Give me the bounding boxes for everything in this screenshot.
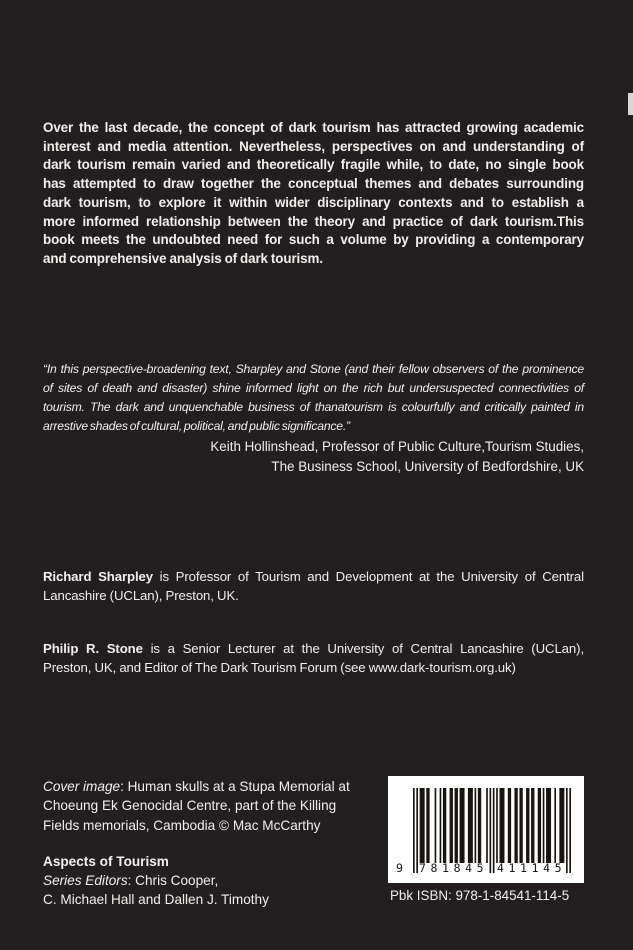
series-editors-names: : Chris Cooper, — [127, 873, 219, 888]
bio-line: Preston, UK, and Editor of The Dark Tourism Forum (see www.dark-tourism.org.uk) — [43, 660, 516, 675]
series-editors-label: Series Editors — [43, 873, 128, 888]
text-line: of sites of death and disaster) shine informed light on the rich but undersuspected connectivities of — [43, 381, 584, 395]
text-line: Keith Hollinshead, Professor of Public Culture,Tourism Studies, — [210, 439, 584, 454]
cover-credit-label: Cover image — [43, 779, 121, 794]
bio-text: is a Senior Lecturer at the University of Central Lancashire (UCLan), — [142, 641, 585, 656]
barcode-digit-lead: 9 — [396, 861, 403, 875]
credit-line: Fields memorials, Cambodia © Mac McCarthy — [43, 817, 321, 833]
bio-line: Lancashire (UCLan), Preston, UK. — [43, 588, 239, 603]
author-name: Richard Sharpley — [43, 569, 153, 584]
text-line: dark tourism, to explore it within wider disciplinary contexts and to establish a — [43, 194, 584, 210]
credit-text: : Human skulls at a Stupa Memorial at — [120, 779, 350, 794]
barcode — [388, 776, 584, 883]
text-line: “In this perspective-broadening text, Sharpley and Stone (and their fellow observers of the prominence — [43, 362, 584, 376]
author-name: Philip R. Stone — [43, 641, 143, 656]
bio-line — [43, 567, 584, 586]
text-line: has attempted to draw together the conceptual themes and debates surrounding — [43, 176, 584, 192]
credit-line: Choeung Ek Genocidal Centre, part of the Killing — [43, 798, 337, 814]
text-line: book meets the undoubted need for such a volume by providing a contemporary — [43, 232, 584, 248]
review-attribution — [43, 437, 584, 476]
text-line: The Business School, University of Bedfordshire, UK — [271, 458, 584, 474]
text-line: tourism. The dark and unquenchable business of thanatourism is colourfully and critically painted in — [43, 400, 584, 414]
cover-image-credit — [43, 777, 388, 835]
author-bio-stone — [43, 639, 584, 677]
text-line: Over the last decade, the concept of dark tourism has attracted growing academic — [43, 120, 584, 135]
series-info — [43, 852, 388, 909]
series-title: Aspects of Tourism — [43, 854, 169, 869]
spine-highlight-mark — [628, 93, 633, 115]
barcode-digits-left-group: 781845 — [419, 861, 489, 875]
isbn-label: Pbk ISBN: 978-1-84541-114-5 — [390, 888, 570, 903]
bio-line — [43, 639, 584, 658]
review-quote — [43, 360, 584, 436]
synopsis-paragraph — [43, 119, 584, 269]
text-line: interest and media attention. Nevertheless, perspectives on and understanding of — [43, 138, 584, 154]
barcode-digits-right-group: 411145 — [497, 861, 567, 875]
series-editors-line2: C. Michael Hall and Dallen J. Timothy — [43, 892, 269, 907]
credit-line — [43, 777, 388, 796]
text-line: and comprehensive analysis of dark tourism. — [43, 250, 323, 266]
text-line: arrestive shades of cultural, political, and public significance.” — [43, 419, 350, 433]
text-line: dark tourism remain varied and theoretically fragile while, to date, no single book — [43, 157, 584, 173]
text-line: more informed relationship between the theory and practice of dark tourism.This — [43, 213, 584, 229]
author-bio-sharpley — [43, 567, 584, 605]
series-editors-line — [43, 871, 388, 890]
bio-text: is Professor of Tourism and Development at the University of Central — [153, 569, 585, 584]
